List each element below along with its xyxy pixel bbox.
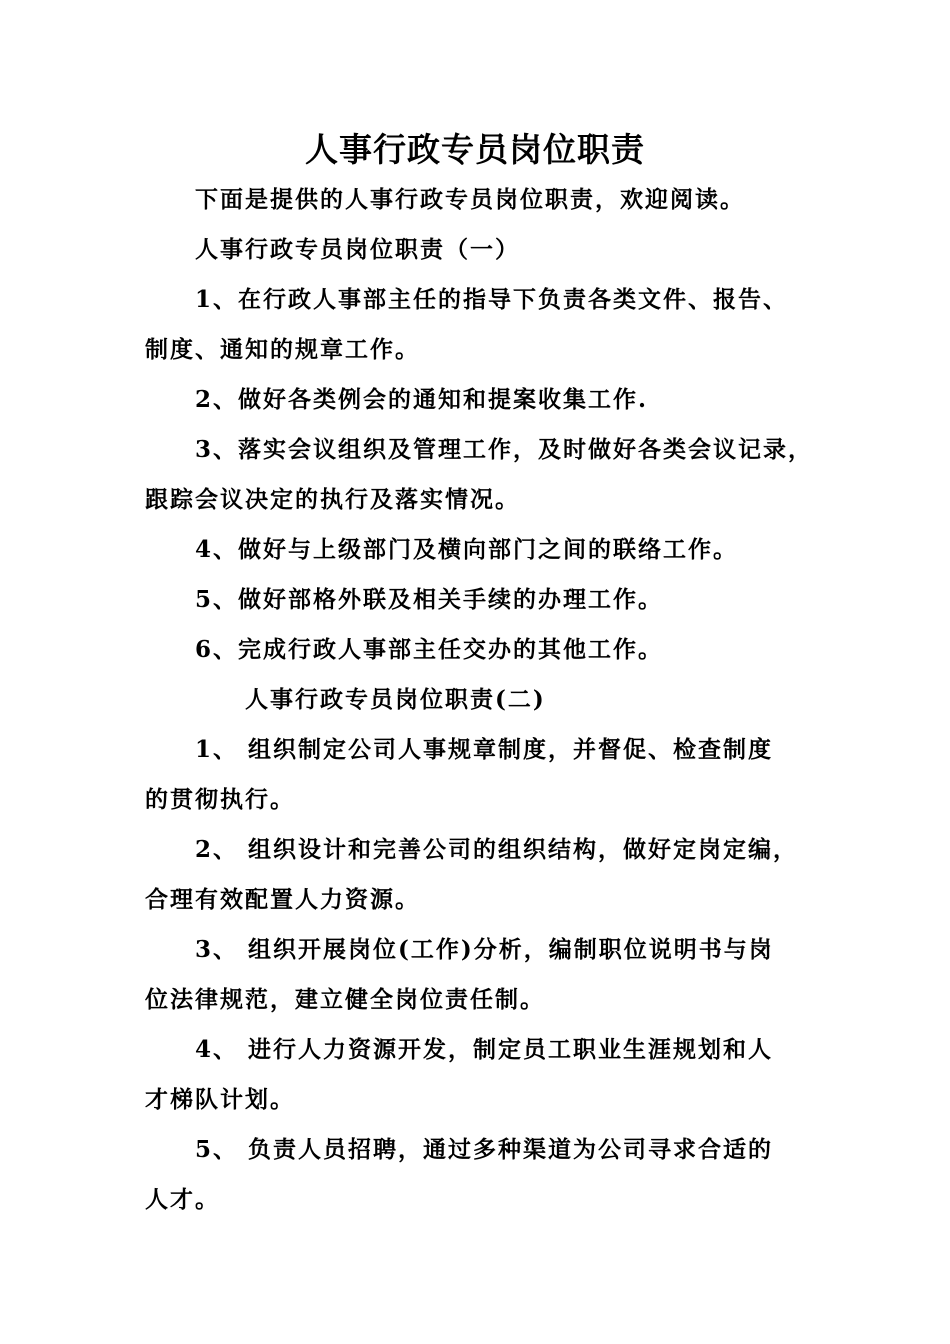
section2-item-3-line2: 位法律规范，建立健全岗位责任制。	[145, 986, 545, 1013]
section2-item-4-line1: 4、 进行人力资源开发，制定员工职业生涯规划和人	[195, 1036, 774, 1063]
section2-item-1-line2: 的贯彻执行。	[145, 786, 295, 813]
section1-item-5-line1: 5、做好部格外联及相关手续的办理工作。	[195, 586, 664, 613]
section2-item-2-line2: 合理有效配置人力资源。	[145, 886, 420, 913]
section2-item-1-line1: 1、 组织制定公司人事规章制度，并督促、检查制度	[195, 736, 774, 763]
section1-item-3-line2: 跟踪会议决定的执行及落实情况。	[145, 486, 520, 513]
section2-heading: 人事行政专员岗位职责(二)	[245, 686, 546, 713]
section1-item-3-line1: 3、落实会议组织及管理工作，及时做好各类会议记录，	[195, 436, 814, 463]
document-title: 人事行政专员岗位职责	[305, 130, 645, 169]
section1-item-1-line1: 1、在行政人事部主任的指导下负责各类文件、报告、	[195, 286, 789, 313]
section2-item-2-line1: 2、 组织设计和完善公司的组织结构，做好定岗定编，	[195, 836, 799, 863]
section2-item-4-line2: 才梯队计划。	[145, 1086, 295, 1113]
section2-item-3-line1: 3、 组织开展岗位(工作)分析，编制职位说明书与岗	[195, 936, 774, 963]
section1-heading: 人事行政专员岗位职责（一）	[195, 236, 520, 263]
section1-item-4-line1: 4、做好与上级部门及横向部门之间的联络工作。	[195, 536, 739, 563]
section2-item-5-line2: 人才。	[145, 1186, 220, 1213]
intro-text: 下面是提供的人事行政专员岗位职责，欢迎阅读。	[195, 186, 745, 213]
section1-item-2-line1: 2、做好各类例会的通知和提案收集工作.	[195, 386, 649, 413]
section1-item-1-line2: 制度、通知的规章工作。	[145, 336, 420, 363]
section1-item-6-line1: 6、完成行政人事部主任交办的其他工作。	[195, 636, 664, 663]
section2-item-5-line1: 5、 负责人员招聘，通过多种渠道为公司寻求合适的	[195, 1136, 774, 1163]
